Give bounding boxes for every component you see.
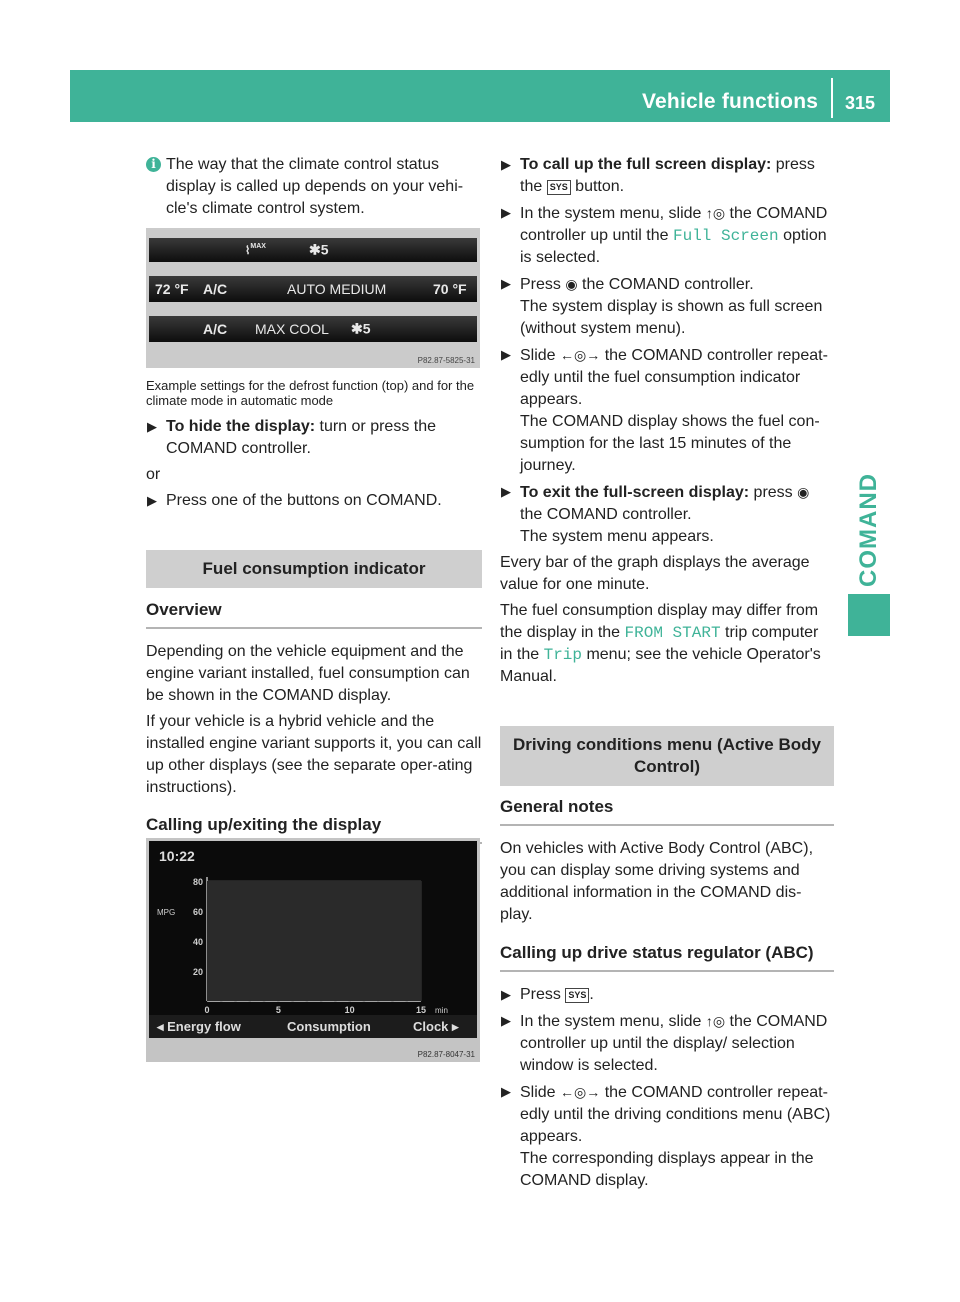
fan-level-2: ✱5 — [351, 320, 371, 337]
paragraph-text: The fuel consumption display may differ from the display in the — [500, 602, 819, 641]
arrow-right-icon: ▶ — [501, 276, 511, 291]
info-note — [146, 154, 482, 220]
section-band-fuel: Fuel consumption indicator — [146, 550, 482, 588]
climate-display-image — [146, 228, 480, 368]
controller-slide-up-icon: ↑◎ — [705, 1013, 726, 1029]
step-text: Slide — [520, 347, 556, 364]
image-reference: P82.87-8047-31 — [417, 1050, 475, 1059]
step-abc-slide-up — [500, 1010, 834, 1077]
step-slide-left-right — [500, 344, 834, 477]
section-band-driving: Driving conditions menu (Active Body Control) — [500, 726, 834, 786]
defrost-icon: ⌇$^{MAX}$ — [245, 243, 266, 257]
step-call-full-screen — [500, 154, 834, 198]
step-text: Press — [520, 276, 561, 293]
general-notes-heading: General notes — [500, 796, 834, 826]
arrow-right-icon: ▶ — [501, 1013, 511, 1028]
left-temp: 72 °F — [155, 281, 189, 297]
nav-clock[interactable]: Clock ▸ — [413, 1019, 459, 1034]
overview-paragraph-2: If your vehicle is a hybrid vehicle and the installed engine variant supports it, you can call up other displays (see the separate oper-ating instructions). — [146, 713, 482, 796]
fuel-screen — [149, 841, 477, 1038]
header-divider — [831, 78, 833, 118]
step-press-controller — [500, 273, 834, 340]
arrow-right-icon: ▶ — [501, 205, 511, 220]
step-text: the COMAND controller repeat-edly until the driving conditions menu (ABC) appears. — [520, 1084, 831, 1145]
chapter-tab-label: COMAND — [855, 473, 882, 587]
nav-energy-flow[interactable]: ◂ Energy flow — [157, 1019, 241, 1034]
ac-label-2: A/C — [203, 321, 228, 337]
info-icon: i — [146, 157, 161, 172]
page-header-title: Vehicle functions — [642, 90, 819, 113]
step-text: press — [753, 484, 793, 501]
arrow-right-icon: ▶ — [501, 347, 511, 362]
controller-slide-left-right-icon: ←◎→ — [560, 347, 601, 363]
clock-readout: 10:22 — [159, 848, 195, 864]
info-text: The way that the climate control status display is called up depends on your vehi-cle's climate control system. — [166, 156, 464, 217]
step-bold: To call up the full screen display: — [520, 156, 772, 173]
step-exit-full-screen — [500, 481, 834, 548]
left-column-top — [146, 154, 482, 220]
step-abc-slide-left-right — [500, 1081, 834, 1192]
fuel-consumption-image — [146, 838, 480, 1062]
general-notes-text: On vehicles with Active Body Control (ABC), you can display some driving systems and additional information in the COMAND dis-play. — [500, 840, 814, 923]
step-abc-press: ▶ Press SYS . — [500, 984, 834, 1006]
step-text: the COMAND controller. — [520, 506, 692, 523]
fan-level: ✱5 — [309, 241, 329, 258]
x-tick-label: 15 — [415, 1005, 427, 1015]
x-tick-label: 5 — [275, 1005, 281, 1015]
step-text: Slide — [520, 1084, 556, 1101]
step-bold: To hide the display: — [166, 418, 316, 435]
climate-row-defrost — [149, 238, 477, 262]
x-tick-label: 0 — [204, 1005, 210, 1015]
nav-energy-flow-label: Energy flow — [167, 1019, 241, 1034]
arrow-right-icon: ▶ — [501, 987, 511, 1002]
overview-paragraph-1: Depending on the vehicle equipment and the engine variant installed, fuel consumption can be shown in the COMAND display. — [146, 643, 470, 704]
step-text: the COMAND controller. — [582, 276, 754, 293]
calling-heading: Calling up/exiting the display — [146, 814, 482, 844]
abc-heading: Calling up drive status regulator (ABC) — [500, 942, 834, 972]
controller-slide-up-icon: ↑◎ — [705, 205, 726, 221]
y-tick-label: 60 — [192, 907, 203, 917]
step-press-button — [146, 490, 482, 512]
step-text: In the system menu, slide — [520, 1013, 702, 1030]
controller-slide-left-right-icon: ←◎→ — [560, 1084, 601, 1100]
sys-key-icon: SYS — [547, 180, 571, 195]
nav-clock-label: Clock — [413, 1019, 449, 1034]
climate-mode: AUTO MEDIUM — [287, 281, 387, 297]
climate-caption: Example settings for the defrost function (top) and for the climate mode in automatic mode — [146, 378, 475, 408]
menu-option-from-start: FROM START — [624, 624, 721, 642]
y-tick-label: 40 — [192, 937, 203, 947]
step-result: The COMAND display shows the fuel con-sumption for the last 15 minutes of the journey. — [520, 413, 820, 474]
arrow-right-icon: ▶ — [501, 157, 511, 172]
step-slide-up — [500, 202, 834, 269]
defrost-max-label: MAX — [250, 243, 266, 250]
step-bold: To exit the full-screen display: — [520, 484, 750, 501]
climate-row-auto — [149, 276, 477, 302]
step-text: In the system menu, slide — [520, 205, 702, 222]
arrow-right-icon: ▶ — [147, 419, 157, 434]
step-text: the COMAND controller repeat-edly until the fuel consumption indicator appears. — [520, 347, 828, 408]
controller-press-icon: ◉ — [797, 484, 810, 500]
step-text: the COMAND controller up until the — [520, 205, 828, 244]
menu-option-full-screen: Full Screen — [672, 227, 779, 245]
right-temp: 70 °F — [433, 281, 467, 297]
differ-paragraph — [500, 600, 834, 688]
step-text: turn or press the COMAND controller. — [166, 418, 436, 457]
menu-option-trip: Trip — [543, 646, 582, 664]
or-text: or — [146, 466, 161, 483]
step-text: press the — [520, 156, 815, 195]
max-cool-mode: MAX COOL — [255, 321, 329, 337]
arrow-right-icon: ▶ — [501, 1084, 511, 1099]
arrow-right-icon: ▶ — [147, 493, 157, 508]
nav-consumption[interactable]: Consumption — [287, 1019, 371, 1034]
step-hide-display — [146, 416, 482, 460]
step-text: Press one of the buttons on COMAND. — [166, 492, 442, 509]
x-tick-label: 10 — [344, 1005, 355, 1015]
image-reference: P82.87-5825-31 — [417, 356, 475, 365]
step-text: option is selected. — [520, 227, 827, 266]
controller-press-icon: ◉ — [565, 276, 578, 292]
x-axis-label: min — [435, 1006, 448, 1015]
arrow-right-icon: ▶ — [501, 484, 511, 499]
step-result: The system display is shown as full screen (without system menu). — [520, 298, 823, 337]
paragraph-text: trip computer in the — [500, 624, 819, 663]
step-text: Press — [520, 986, 561, 1003]
step-text: button. — [575, 178, 625, 195]
bar-info-paragraph: Every bar of the graph displays the average value for one minute. — [500, 554, 810, 593]
paragraph-text: menu; see the vehicle Operator's Manual. — [500, 646, 821, 685]
left-column-middle — [146, 378, 482, 844]
climate-row-maxcool — [149, 316, 477, 342]
y-axis-label: MPG — [157, 908, 176, 917]
plot-area — [207, 881, 421, 1001]
chapter-tab-marker — [848, 594, 890, 636]
right-column — [500, 154, 834, 1192]
page-number: 315 — [845, 93, 876, 113]
y-tick-label: 20 — [192, 967, 203, 977]
ac-label: A/C — [203, 281, 228, 297]
fuel-chart — [149, 841, 477, 1038]
step-result: The corresponding displays appear in the COMAND display. — [520, 1150, 814, 1189]
step-text: the COMAND controller up until the display/ selection window is selected. — [520, 1013, 828, 1074]
sys-key-icon: SYS — [565, 988, 589, 1003]
step-result: The system menu appears. — [520, 528, 714, 545]
overview-heading: Overview — [146, 599, 482, 629]
y-tick-label: 80 — [192, 877, 203, 887]
